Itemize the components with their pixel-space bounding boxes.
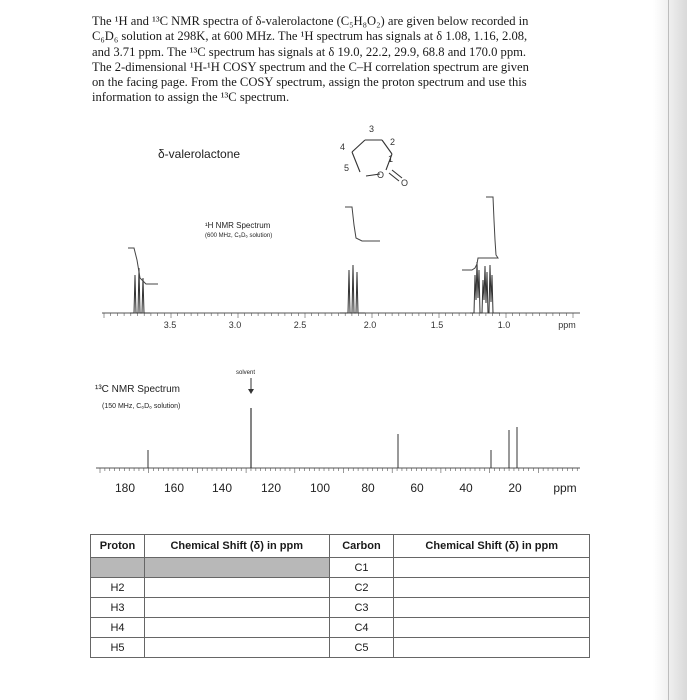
atom-label: O <box>377 170 385 180</box>
table-row <box>91 558 590 578</box>
proton-shift-cell <box>144 558 329 578</box>
atom-label: 2 <box>390 137 396 147</box>
statement-line: The 2-dimensional ¹H-¹H COSY spectrum and the C–H correlation spectrum are given <box>92 59 529 74</box>
proton-shift-cell[interactable] <box>144 618 329 638</box>
c-tick-label: 140 <box>211 481 233 495</box>
c-tick-label: 20 <box>508 481 522 495</box>
h-tick-label: 1.0 <box>497 320 511 330</box>
atom-label: 5 <box>344 163 350 173</box>
c-tick-label: 120 <box>260 481 282 495</box>
proton-cell: H3 <box>91 598 145 618</box>
carbon-shift-cell[interactable] <box>394 638 590 658</box>
carbon-shift-cell[interactable] <box>394 578 590 598</box>
carbon-cell: C3 <box>329 598 394 618</box>
c-axis-ticks <box>100 468 577 473</box>
carbon-cell: C2 <box>329 578 394 598</box>
h-tick-label: 3.0 <box>228 320 242 330</box>
header-carbon: Carbon <box>329 535 394 558</box>
atom-label: 4 <box>340 142 346 152</box>
c-tick-label: 60 <box>410 481 424 495</box>
carbon-shift-cell[interactable] <box>394 558 590 578</box>
table-header-row <box>91 535 590 558</box>
carbon-shift-cell[interactable] <box>394 618 590 638</box>
statement-line: information to assign the ¹³C spectrum. <box>92 90 290 105</box>
c-axis-unit: ppm <box>553 481 577 495</box>
c-tick-label: 160 <box>163 481 185 495</box>
proton-cell: H5 <box>91 638 145 658</box>
h-tick-label: 3.5 <box>163 320 177 330</box>
assignment-table <box>90 534 590 658</box>
h-spectrum-subtitle: (600 MHz, C₆D₆ solution) <box>205 233 273 239</box>
table-row <box>91 578 590 598</box>
atom-label: 3 <box>369 124 375 134</box>
proton-shift-cell[interactable] <box>144 598 329 618</box>
table-row <box>91 618 590 638</box>
header-proton: Proton <box>91 535 145 558</box>
statement-line: The ¹H and ¹³C NMR spectra of δ-valerolactone (C₅H₈O₂) are given below recorded in <box>92 14 529 28</box>
c-tick-label: 180 <box>114 481 136 495</box>
carbon-cell: C1 <box>329 558 394 578</box>
header-proton-shift: Chemical Shift (δ) in ppm <box>144 535 329 558</box>
c-tick-label: 100 <box>309 481 331 495</box>
atom-label: O <box>401 178 409 188</box>
carbon-shift-cell[interactable] <box>394 598 590 618</box>
proton-shift-cell[interactable] <box>144 638 329 658</box>
carbon-cell: C4 <box>329 618 394 638</box>
solvent-label: solvent <box>236 370 256 376</box>
h-tick-label: 1.5 <box>430 320 444 330</box>
carbon-cell: C5 <box>329 638 394 658</box>
h-spectrum-title: ¹H NMR Spectrum <box>205 221 271 230</box>
statement-line: C₆D₆ solution at 298K, at 600 MHz. The ¹H spectrum has signals at δ 1.08, 1.16, 2.08, <box>92 29 528 44</box>
table-row <box>91 638 590 658</box>
h-tick-label: 2.5 <box>293 320 307 330</box>
molecule-name: δ-valerolactone <box>158 147 241 161</box>
h-tick-label: 2.0 <box>363 320 377 330</box>
h-axis-unit: ppm <box>558 320 576 330</box>
header-carbon-shift: Chemical Shift (δ) in ppm <box>394 535 590 558</box>
statement-line: and 3.71 ppm. The ¹³C spectrum has signals at δ 19.0, 22.2, 29.9, 68.8 and 170.0 ppm. <box>92 44 527 59</box>
proton-cell: H2 <box>91 578 145 598</box>
statement-line: on the facing page. From the COSY spectrum, assign the proton spectrum and use this <box>92 75 527 90</box>
proton-cell <box>91 558 145 578</box>
c-spectrum-title: ¹³C NMR Spectrum <box>95 384 181 395</box>
c-tick-label: 80 <box>361 481 375 495</box>
atom-label: 1 <box>388 154 394 164</box>
c-spectrum-subtitle: (150 MHz, C₆D₆ solution) <box>102 403 181 410</box>
solvent-arrowhead <box>248 389 254 394</box>
proton-cell: H4 <box>91 618 145 638</box>
proton-shift-cell[interactable] <box>144 578 329 598</box>
c-tick-label: 40 <box>459 481 473 495</box>
table-row <box>91 598 590 618</box>
